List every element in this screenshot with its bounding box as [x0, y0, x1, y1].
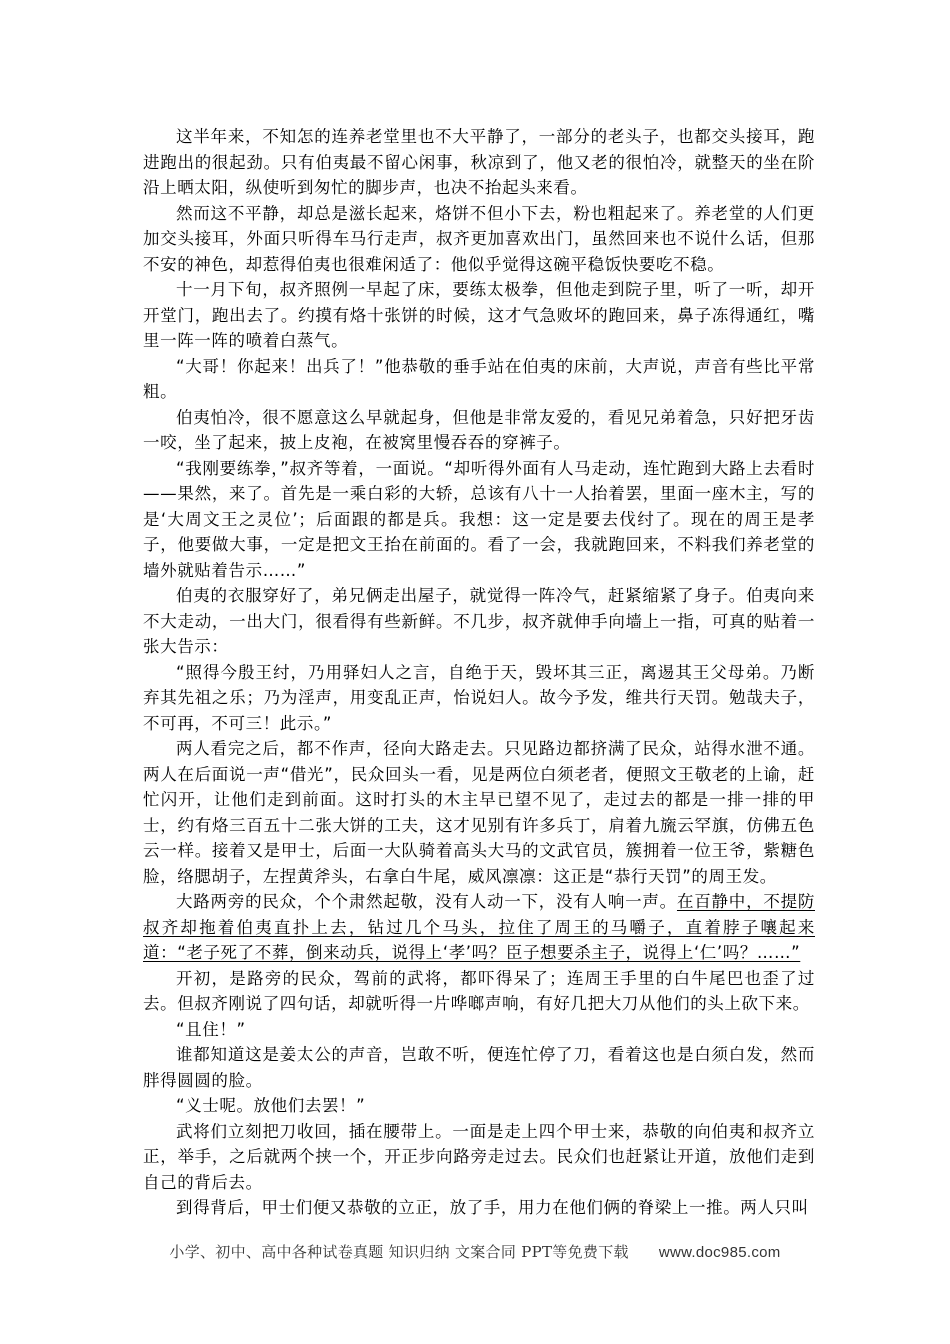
paragraph: 两人看完之后，都不作声，径向大路走去。只见路边都挤满了民众，站得水泄不通。两人在后面说一声“借光”，民众回头一看，见是两位白须老者，便照文王敬老的上谕，赶忙闪开，让他们走到前面。这时打头的木主早已望不见了，走过去的都是一排一排的甲士，约有烙三百五十二张大饼的工夫，这才见别有许多兵丁，肩着九旒云罕旗，仿佛五色云一样。接着又是甲士，后面一大队骑着高头大马的文武官员，簇拥着一位王爷，紫糖色脸，络腮胡子，左捏黄斧头，右拿白牛尾，威风凛凛：这正是“恭行天罚”的周王发。 [143, 739, 815, 886]
paragraph: 开初，是路旁的民众，驾前的武将，都吓得呆了；连周王手里的白牛尾巴也歪了过去。但叔齐刚说了四句话，却就听得一片哗啷声响，有好几把大刀从他们的头上砍下来。 [143, 968, 815, 1013]
paragraph: 然而这不平静，却总是滋长起来，烙饼不但小下去，粉也粗起来了。养老堂的人们更加交头接耳，外面只听得车马行走声，叔齐更加喜欢出门，虽然回来也不说什么话，但那不安的神色，却惹得伯夷也很难闲适了：他似乎觉得这碗平稳饭快要吃不稳。 [143, 203, 815, 274]
footer-text: 小学、初中、高中各种试卷真题 知识归纳 文案合同 PPT等免费下载 [169, 1243, 629, 1261]
paragraph: 伯夷的衣服穿好了，弟兄俩走出屋子，就觉得一阵冷气，赶紧缩紧了身子。伯夷向来不大走动，一出大门，很看得有些新鲜。不几步，叔齐就伸手向墙上一指，可真的贴着一张大告示： [143, 586, 815, 656]
paragraph: “大哥！你起来！出兵了！”他恭敬的垂手站在伯夷的床前，大声说，声音有些比平常粗。 [143, 356, 815, 401]
footer-url[interactable]: www.doc985.com [658, 1244, 781, 1261]
paragraph: 十一月下旬，叔齐照例一早起了床，要练太极拳，但他走到院子里，听了一听，却开开堂门，跑出去了。约摸有烙十张饼的时候，这才气急败坏的跑回来，鼻子冻得通红，嘴里一阵一阵的喷着白蒸气。 [143, 280, 815, 350]
paragraph-plain-part: 大路两旁的民众，个个肃然起敬，没有人动一下，没有人响一声。 [176, 892, 677, 911]
underlined-passage: 在百静中，不提防叔齐却拖着伯夷直扑上去，钻过几个马头，拉住了周王的马嚼子，直着脖子嚷起来道：“老子死了不葬，倒来动兵，说得上‘孝’吗？臣子想要杀主子，说得上‘仁’吗？……” [143, 892, 815, 962]
paragraph: “义士呢。放他们去罢！” [176, 1096, 366, 1115]
paragraph: 谁都知道这是姜太公的声音，岂敢不听，便连忙停了刀，看着这也是白须白发，然而胖得圆圆的脸。 [143, 1045, 815, 1090]
paragraph: 武将们立刻把刀收回，插在腰带上。一面是走上四个甲士来，恭敬的向伯夷和叔齐立正，举手，之后就两个挟一个，开正步向路旁走过去。民众们也赶紧让开道，放他们走到自己的背后去。 [143, 1121, 815, 1192]
paragraph: 这半年来，不知怎的连养老堂里也不大平静了，一部分的老头子，也都交头接耳，跑进跑出的很起劲。只有伯夷最不留心闲事，秋凉到了，他又老的很怕冷，就整天的坐在阶沿上晒太阳，纵使听到匆忙的脚步声，也决不抬起头来看。 [143, 127, 815, 197]
page-footer [0, 1241, 950, 1262]
story-text [143, 124, 815, 1221]
paragraph-with-underline [143, 889, 815, 966]
paragraph: 到得背后，甲士们便又恭敬的立正，放了手，用力在他们俩的脊梁上一推。两人只叫 [176, 1198, 809, 1217]
paragraph: “照得今殷王纣，乃用驿妇人之言，自绝于天，毁坏其三正，离逷其王父母弟。乃断弃其先祖之乐；乃为淫声，用变乱正声，怡说妇人。故今予发，维共行天罚。勉哉夫子，不可再，不可三！此示。” [143, 662, 815, 733]
paragraph: “且住！” [176, 1019, 246, 1039]
paragraph: “我刚要练拳，”叔齐等着，一面说。“却听得外面有人马走动，连忙跑到大路上去看时——果然，来了。首先是一乘白彩的大轿，总该有八十一人抬着罢，里面一座木主，写的是‘大周文王之灵位’；后面跟的都是兵。我想：这一定是要去伐纣了。现在的周王是孝子，他要做大事，一定是把文王抬在前面的。看了一会，我就跑回来，不料我们养老堂的墙外就贴着告示……” [143, 458, 815, 580]
paragraph: 伯夷怕冷，很不愿意这么早就起身，但他是非常友爱的，看见兄弟着急，只好把牙齿一咬，坐了起来，披上皮袍，在被窝里慢吞吞的穿裤子。 [143, 407, 815, 452]
